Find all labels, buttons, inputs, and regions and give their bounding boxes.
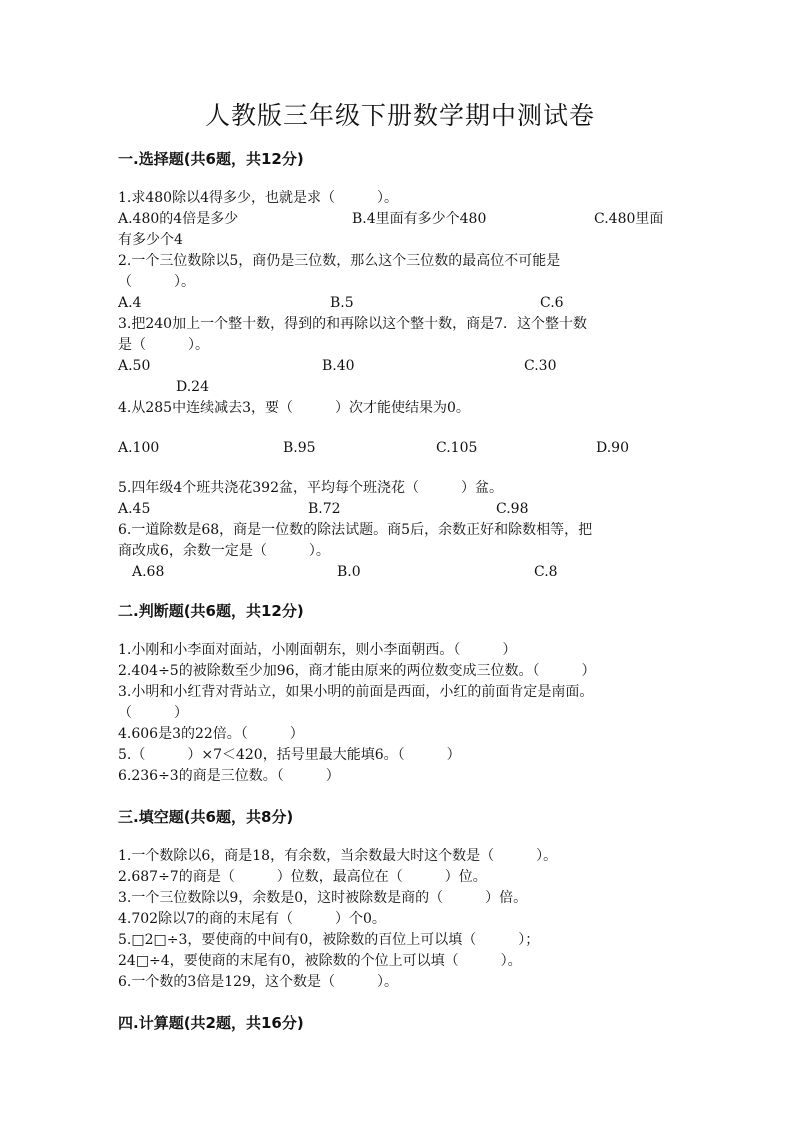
question-text: 1.小刚和小李面对面站，小刚面朝东，则小李面朝西。（ ） xyxy=(118,642,517,658)
question-text: （ ）。 xyxy=(118,274,195,290)
question-text: 有多少个4 xyxy=(118,232,183,248)
question-text: 4.606是3的22倍。（ ） xyxy=(118,726,304,742)
question-text: 是（ ）。 xyxy=(118,337,209,353)
question-text: 商改成6，余数一定是（ ）。 xyxy=(118,543,330,559)
question-text: 6.一道除数是68，商是一位数的除法试题。商5后，余数正好和除数相等，把 xyxy=(118,522,593,538)
question-text: 2.404÷5的被除数至少加96，商才能由原来的两位数变成三位数。（ ） xyxy=(118,663,596,679)
question-text: 3.把240加上一个整十数，得到的和再除以这个整十数，商是7．这个整十数 xyxy=(118,316,587,332)
question-text: 3.一个三位数除以9，余数是0，这时被除数是商的（ ）倍。 xyxy=(118,890,528,906)
question-text: 5.四年级4个班共浇花392盆，平均每个班浇花（ ）盆。 xyxy=(118,480,503,496)
question-text: 24□÷4，要使商的末尾有0，被除数的个位上可以填（ ）。 xyxy=(118,953,522,969)
section-heading-choice: 一.选择题(共6题，共12分) xyxy=(118,150,304,168)
section-heading-fill: 三.填空题(共6题，共8分) xyxy=(118,808,294,826)
option-text: A.50 xyxy=(118,358,151,374)
question-text: 4.702除以7的商的末尾有（ ）个0。 xyxy=(118,911,386,927)
question-text: 3.小明和小红背对背站立，如果小明的前面是西面，小红的前面肯定是南面。 xyxy=(118,684,594,700)
section-heading-judge: 二.判断题(共6题，共12分) xyxy=(118,602,304,620)
question-text: 5.（ ）×7＜420，括号里最大能填6。（ ） xyxy=(118,747,461,763)
question-text: 1.一个数除以6，商是18，有余数，当余数最大时这个数是（ ）。 xyxy=(118,848,558,864)
option-text: B.4里面有多少个480 xyxy=(352,211,487,227)
page-title: 人教版三年级下册数学期中测试卷 xyxy=(204,101,595,130)
question-text: 6.一个数的3倍是129，这个数是（ ）。 xyxy=(118,974,398,990)
option-text: D.24 xyxy=(176,379,209,395)
question-text: 5.□2□÷3，要使商的中间有0，被除数的百位上可以填（ ）； xyxy=(118,932,540,948)
option-text: B.0 xyxy=(337,564,361,580)
question-text: 4.从285中连续减去3，要（ ）次才能使结果为0。 xyxy=(118,400,470,416)
question-text: 6.236÷3的商是三位数。（ ） xyxy=(118,768,340,784)
option-text: B.95 xyxy=(283,440,316,456)
option-text: C.98 xyxy=(496,501,529,517)
option-text: B.72 xyxy=(308,501,341,517)
section-heading-calc: 四.计算题(共2题，共16分) xyxy=(118,1014,304,1032)
option-text: C.480里面 xyxy=(594,211,664,227)
option-text: B.40 xyxy=(322,358,355,374)
option-text: A.480的4倍是多少 xyxy=(118,211,239,227)
option-text: C.8 xyxy=(534,564,558,580)
option-text: A.4 xyxy=(118,295,142,311)
option-text: C.6 xyxy=(540,295,564,311)
option-text: A.68 xyxy=(132,564,165,580)
question-text: （ ） xyxy=(118,705,188,721)
option-text: A.100 xyxy=(118,440,160,456)
option-text: C.30 xyxy=(524,358,557,374)
question-text: 2.687÷7的商是（ ）位数，最高位在（ ）位。 xyxy=(118,869,487,885)
option-text: D.90 xyxy=(596,440,629,456)
question-text: 1.求480除以4得多少，也就是求（ ）。 xyxy=(118,190,398,206)
option-text: B.5 xyxy=(330,295,354,311)
option-text: A.45 xyxy=(118,501,151,517)
question-text: 2.一个三位数除以5，商仍是三位数，那么这个三位数的最高位不可能是 xyxy=(118,253,561,269)
option-text: C.105 xyxy=(436,440,478,456)
